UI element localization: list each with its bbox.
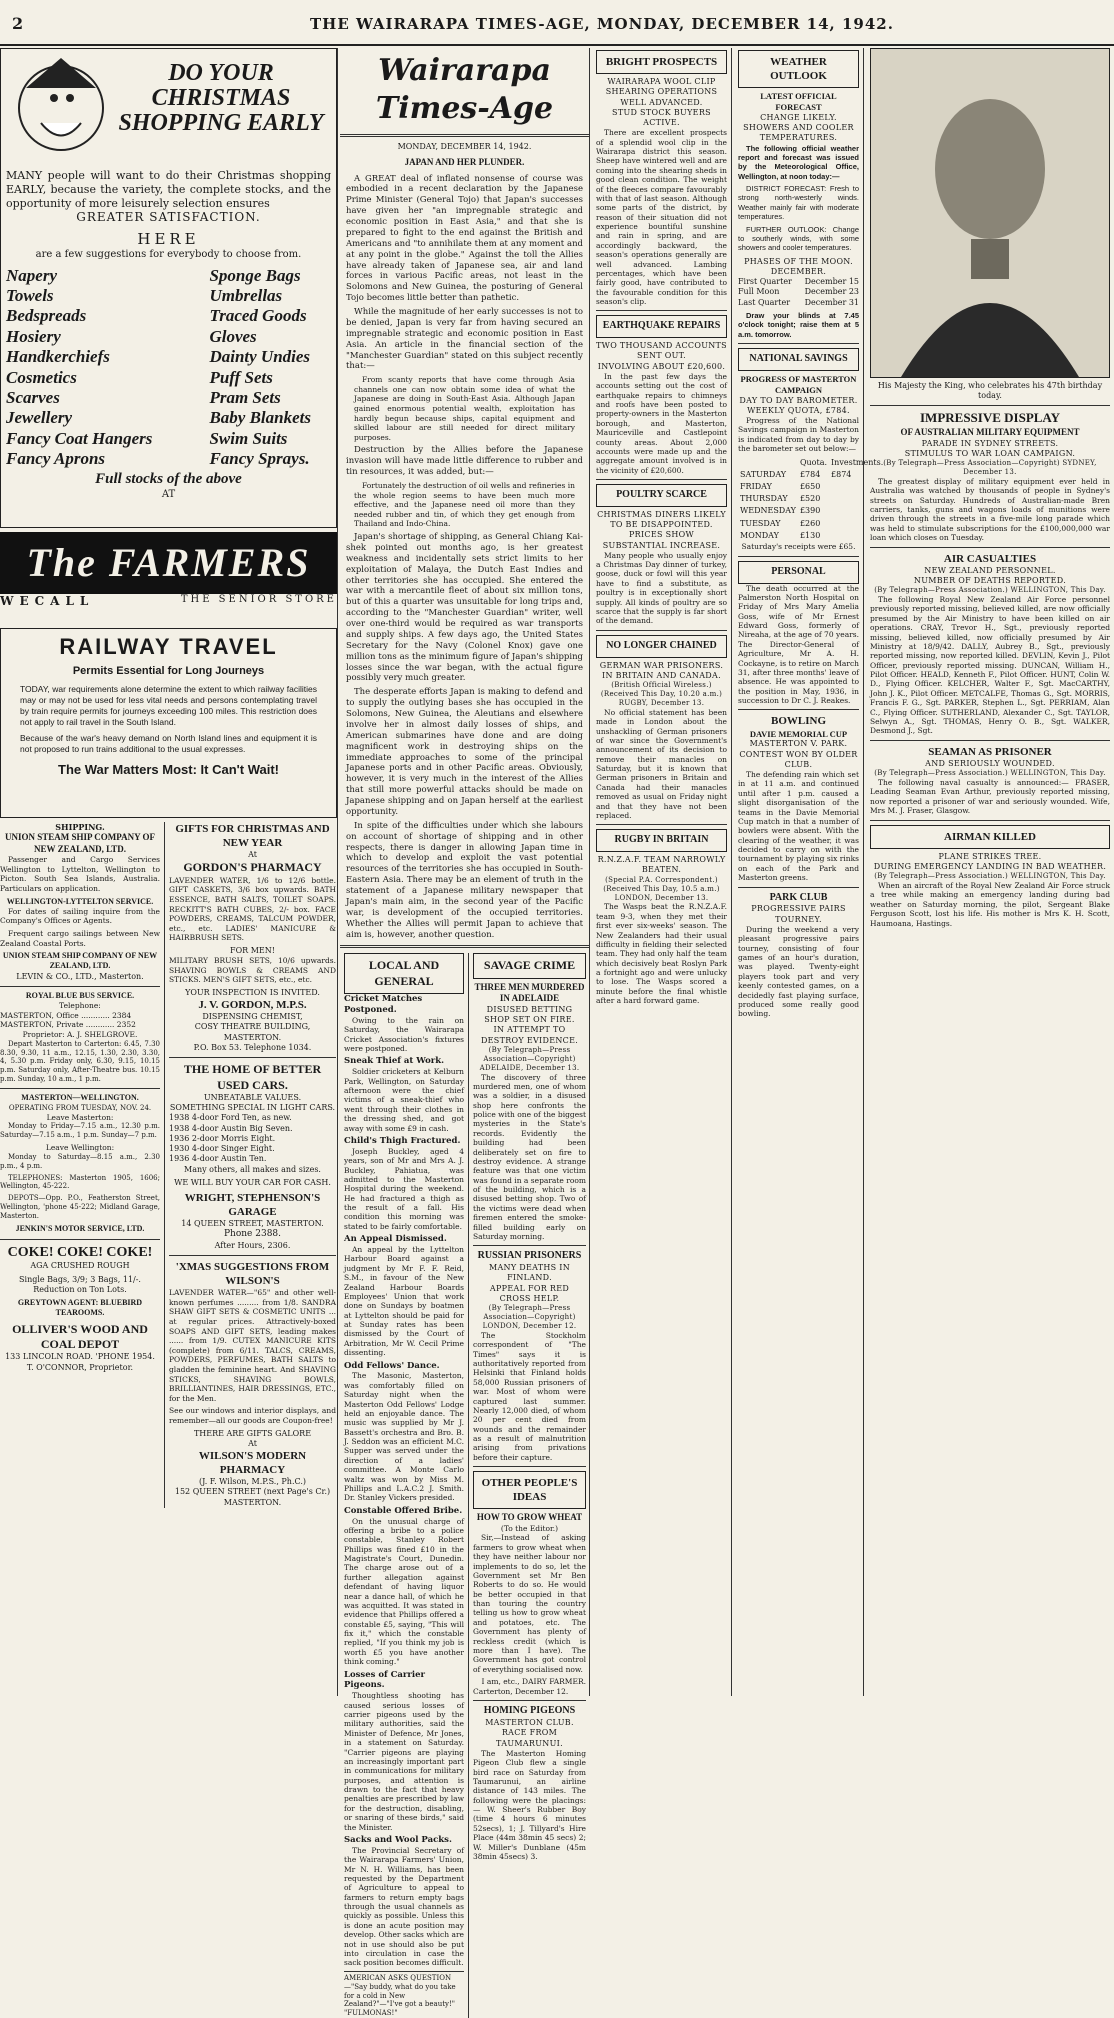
news-column-4 (734, 48, 884, 1696)
gordons-contact: P.O. Box 53. Telephone 1034. (193, 1042, 312, 1052)
bowling-sub2: MASTERTON V. PARK. (749, 739, 848, 749)
king-portrait-icon (871, 49, 1109, 377)
moon-phases (738, 277, 859, 308)
bright-body: There are excellent prospects of a splendid wool clip in the Wairarapa district this season. Sheep have wintered well and are coming into the shearing sheds in good clean condition. The weight of the fleeces compare favourably with that of last season. Although some parts of the district, by reason of their situation did not experience bountiful sunshine and rain in spring, and are accordingly backward, the season's operations generally are well advanced. Lambing percentages, which have been fairly good, have contributed to the favourable condition for this season's clip. (596, 128, 727, 306)
bus-proprietor: Proprietor: A. J. SHELGROVE. (22, 1029, 138, 1039)
christmas-item: Baby Blankets (209, 408, 311, 428)
impressive-sub2: PARADE IN SYDNEY STREETS. (921, 438, 1059, 448)
weather-further: FURTHER OUTLOOK: Change to southerly winds, with some showers and cooler temperatures. (738, 224, 859, 253)
personal-title: PERSONAL (738, 561, 859, 584)
mwr-title: MASTERTON—WELLINGTON. (21, 1093, 139, 1103)
chained-title: NO LONGER CHAINED (596, 635, 727, 658)
coke-greytown: GREYTOWN AGENT: BLUEBIRD TEAROOMS. (17, 1298, 143, 1318)
savings-row (738, 469, 885, 481)
jenkins: JENKIN'S MOTOR SERVICE, LTD. (15, 1224, 145, 1234)
local-items (344, 994, 464, 1968)
others-headline: HOW TO GROW WHEAT (476, 1512, 583, 1523)
mwr-times: Monday to Friday—7.15 a.m., 12.30 p.m. Saturday—7.15 a.m., 1 p.m. Sunday—7 p.m. (0, 1122, 160, 1140)
lower-editorial (340, 953, 589, 2018)
local-item-body: Thoughtless shooting has caused serious losses of carrier pigeons used by the military authorities, said the Minister of Defence, Mr Jones, in a statement on Saturday. "Carrier pigeons are playing an increasingly important part in communications for military purposes, and attention is drawn to the fact that heavy penalties are prescribed by law for the destruction, disabling, or snaring of these birds," said the Minister. (344, 1691, 464, 1832)
pigeons-sub1: MASTERTON CLUB. (485, 1718, 574, 1728)
bus-office: MASTERTON, Office ............ 2384 (0, 1010, 132, 1020)
poultry-body: Many people who usually enjoy a Christmas Day dinner of turkey, goose, duck or fowl will this year have to find a substitute, as poultry is in exceptionally short supply. All kinds of poultry are so scarce that the supply is far short of the demand. (596, 550, 727, 626)
local-item-head: Child's Thigh Fractured. (344, 1135, 461, 1146)
editorial-body (340, 174, 589, 941)
airman-sub2: DURING EMERGENCY LANDING IN BAD WEATHER. (873, 861, 1107, 871)
coke-title: COKE! COKE! COKE! (7, 1244, 153, 1260)
seaman-body: The following naval casualty is announced:— FRASER, Leading Seaman Evan Arthur, previously reported missing, now reported a prisoner of war and seriously wounded. Wife, Mrs M. J. Fraser, Glasgow. (870, 778, 1110, 816)
savings-quota: WEEKLY QUOTA, £784. (747, 405, 850, 415)
local-item-body: Owing to the rain on Saturday, the Wairarapa Cricket Association's fixtures were postponed. (344, 1015, 464, 1053)
news-column-5 (866, 48, 1114, 1696)
rugby-body: The Wasps beat the R.N.Z.A.F. team 9-3, when they met their first ever six-weeks' season. The New Zealanders had their usual difficulty in fielding their selected team. They had only half the team which decisively beat Roslyn Park a fortnight ago and were unlucky to lose. The Wasps scored a minute before the final whistle after a hard forward game. (596, 902, 727, 1006)
local-item-body: The Masonic, Masterton, was comfortably filled on Saturday night when the Masterton Odd Fellows' Lodge held an enjoyable dance. The music was supplied by Mr J. Bassett's orchestra and Bro. B. J. Seddon was an efficient M.C. Supper was served under the direction of a ladies' committee. A Monte Carlo waltz was won by Miss M. Phillips and L.A.C.2 J. Smith. Dr. Stanley Vickers presided. (344, 1371, 464, 1503)
railway-slogan: The War Matters Most: It Can't Wait! (58, 762, 279, 778)
gordons-at: At (248, 850, 257, 860)
wilsons-galore: THERE ARE GIFTS GALORE (193, 1428, 312, 1438)
airman-credit: (By Telegraph—Press Association.) WELLINGTON, This Day. (874, 872, 1106, 881)
ads-column (0, 48, 338, 1696)
page-number: 2 (12, 14, 24, 33)
farmers-sub: WECALL (0, 594, 95, 608)
savings-row (738, 530, 885, 542)
airman-title: AIRMAN KILLED (870, 825, 1110, 849)
christmas-art (6, 53, 331, 163)
impressive-sub1: OF AUSTRALIAN MILITARY EQUIPMENT (900, 427, 1080, 438)
local-item-head: Sacks and Wool Packs. (344, 1834, 452, 1845)
shipping-company: UNION STEAM SHIP COMPANY OF NEW ZEALAND, LTD. (4, 832, 155, 854)
local-ad-footer: AMERICAN ASKS QUESTION—"Say buddy, what do you take for a cold in New Zealand?"—"I've got a beauty!" "FULMONAS!" (344, 1971, 464, 2018)
wilsons-owner: (J. F. Wilson, M.P.S., Ph.C.) (199, 1477, 306, 1487)
airman-body: When an aircraft of the Royal New Zealand Air Force struck a tree while making an emergency landing during bad weather on Saturday morning, the pilot, Sergeant Blake Ferguson Scott, lost his life. His mother is Mrs K. H. Scott, Haumoana, Hastings. (870, 881, 1110, 928)
coke-address: 133 LINCOLN ROAD. 'PHONE 1954. (5, 1352, 155, 1362)
chained-body: No official statement has been made in London about the unshackling of German prisoners of war since the Government's announcement of its decision to remove their manacles on Saturday, but it is known that German prisoners in Britain and Canada had their manacles removed as usual on Friday night and that they have not been replaced. (596, 707, 727, 820)
russian-sub2: APPEAL FOR RED CROSS HELP. (489, 1283, 570, 1303)
shipping-agents: UNION STEAM SHIP COMPANY OF NEW ZEALAND, LTD. (2, 951, 158, 971)
christmas-intro: MANY people will want to do their Christmas shopping EARLY, because the variety, the complete stocks, and the opportunity of more leisurely selection ensures (6, 169, 331, 210)
russian-title: RUSSIAN PRISONERS (477, 1250, 582, 1262)
christmas-item: Bedspreads (6, 306, 87, 326)
parkclub-body: During the weekend a very pleasant progressive pairs tourney, consisting of four games of an hour's duration, was played. Twenty-eight players took part and very keenly contested games, on a decidedly fast playing surface, produced some really good bowling. (738, 924, 859, 1019)
savings-body: Progress of the National Savings campaign in Masterton is indicated from day to day by the barometer set out below:— (738, 416, 859, 454)
moon-phase-row (738, 287, 859, 297)
pigeons-title: HOMING PIGEONS (483, 1705, 576, 1717)
gordons-owner: J. V. GORDON, M.P.S. (198, 999, 307, 1012)
wilsons-name: WILSON'S MODERN PHARMACY (198, 1450, 307, 1477)
russian-credit: (By Telegraph—Press Association—Copyright) LONDON, December 12. (482, 1304, 577, 1330)
christmas-item: Fancy Sprays. (209, 449, 310, 469)
christmas-items-left (6, 266, 152, 470)
chained-sub1: GERMAN WAR PRISONERS. (599, 660, 724, 670)
savage-credit: (By Telegraph—Press Association—Copyright) ADELAIDE, December 13. (479, 1045, 580, 1072)
local-item-body: On the unusual charge of offering a bribe to a police constable, Stanley Robert Phillips was fined £10 in the Magistrate's Court, Dunedin. The charge arose out of a further allegation against defendant of having liquor near a dance hall, of which he was acquitted. It was stated in evidence that Phillips offered a constable £5, saying, "This will fix it," which the constable replied, "If you think my job is worth £5 you have another think coming." (344, 1516, 464, 1667)
savage-headline: THREE MEN MURDERED IN ADELAIDE (474, 981, 585, 1004)
seaman-sub1: AND SERIOUSLY WOUNDED. (925, 758, 1055, 768)
christmas-item: Sponge Bags (209, 265, 301, 285)
farmers-tag: THE SENIOR STORE (180, 594, 337, 605)
others-to-editor: (To the Editor.) (500, 1523, 559, 1533)
car-item: 1930 4-door Singer Eight. (169, 1144, 275, 1154)
local-item-head: Sneak Thief at Work. (344, 1056, 445, 1067)
king-photo (870, 48, 1110, 378)
cars-something: SOMETHING SPECIAL IN LIGHT CARS. (169, 1103, 336, 1113)
others-body: Sir,—Instead of asking farmers to grow wheat when they have neither labour nor implements to do so, let the Government set Mr Ben Roberts to do so. He would be better occupied in that than touring the country telling us how to grow wheat and potatoes, etc. The Government has plenty of reckless credit (which is more than I have). The Government has got control of everything socialised now. (473, 1533, 586, 1674)
savings-table (738, 457, 885, 543)
local-item-head: Cricket Matches Postponed. (344, 994, 423, 1015)
local-title: LOCAL AND GENERAL (344, 953, 464, 994)
car-item: 1938 4-door Ford Ten, as new. (169, 1113, 292, 1123)
christmas-item: Swim Suits (209, 428, 288, 448)
gordons-invited: YOUR INSPECTION IS INVITED. (185, 987, 320, 997)
rugby-sub1: R.N.Z.A.F. TEAM NARROWLY BEATEN. (597, 855, 726, 875)
local-item-head: An Appeal Dismissed. (344, 1234, 447, 1245)
poultry-sub1: CHRISTMAS DINERS LIKELY TO BE DISAPPOINTED. (597, 509, 726, 530)
cars-address: 14 QUEEN STREET, MASTERTON. (181, 1219, 324, 1229)
poultry-title: POULTRY SCARCE (596, 484, 727, 507)
rugby-credit: (Special P.A. Correspondent.) (Received This Day, 10.5 a.m.) LONDON, December 13. (603, 875, 720, 902)
parkclub-title: PARK CLUB (769, 891, 828, 903)
savings-row (738, 505, 885, 517)
shipping-sailings: For dates of sailing inquire from the Company's Offices or Agents. (0, 906, 160, 926)
moon-title: PHASES OF THE MOON. (744, 256, 853, 266)
christmas-item: Hosiery (6, 326, 61, 346)
moon-phase-row (738, 298, 859, 308)
gordons-name: GORDON'S PHARMACY (183, 860, 322, 875)
savings-row (738, 493, 885, 505)
savings-col-quota: Quota. (799, 457, 828, 467)
car-item: 1936 4-door Austin Ten. (169, 1154, 267, 1164)
local-item-body: An appeal by the Lyttelton Harbour Board against a judgment by Mr F. F. Reid, S.M., in favour of the New Zealand Harbour Boards Employees' Union that work done on Sundays by boatmen at Lyttelton should be paid for at Sunday rates has been dismissed by the Court of Arbitration, Mr W. Cecil Prime dissenting. (344, 1245, 464, 1358)
seaman-title: SEAMAN AS PRISONER (928, 745, 1052, 758)
christmas-at: AT (161, 488, 176, 500)
cars-list (169, 1113, 336, 1164)
others-title: OTHER PEOPLE'S IDEAS (473, 1471, 586, 1509)
christmas-item: Scarves (6, 387, 60, 407)
savings-day: SATURDAY (740, 469, 787, 479)
christmas-item: Jewellery (6, 408, 73, 428)
savage-title: SAVAGE CRIME (473, 953, 586, 978)
coke-proprietor: T. O'CONNOR, Proprietor. (26, 1362, 134, 1372)
farmers-name: The FARMERS (0, 532, 337, 594)
savings-quota-cell: £390 (799, 506, 821, 516)
wilsons-address: 152 QUEEN STREET (next Page's Cr.) (174, 1487, 331, 1497)
mwr-leave-wellington: Leave Wellington: (45, 1143, 115, 1153)
others-date: Carterton, December 12. (473, 1686, 569, 1696)
small-ads-left (0, 822, 160, 1508)
cars-garage: WRIGHT, STEPHENSON'S GARAGE (184, 1192, 321, 1219)
gordons-for-men: FOR MEN! (230, 945, 275, 955)
earthquake-sub2: INVOLVING ABOUT £20,600. (597, 361, 726, 371)
christmas-item: Traced Goods (209, 306, 307, 326)
small-ads-right (164, 822, 336, 1508)
christmas-items-right (209, 266, 331, 470)
savings-quota-cell: £520 (799, 494, 821, 504)
shipping-route: WELLINGTON-LYTTELTON SERVICE. (6, 896, 154, 906)
local-general (340, 953, 464, 2018)
russian-sub1: MANY DEATHS IN FINLAND. (488, 1263, 571, 1283)
impressive-title: IMPRESSIVE DISPLAY (919, 410, 1061, 426)
coke-types: AGA CRUSHED ROUGH (30, 1261, 130, 1271)
shipping-label: SHIPPING. (55, 822, 105, 832)
shipping-levin: LEVIN & CO., LTD., Masterton. (16, 971, 144, 981)
earthquake-title: EARTHQUAKE REPAIRS (596, 315, 727, 338)
editorial-paragraph: Fortunately the destruction of oil wells and refineries in the whole region seems to have been much more effective, and the Japanese need oil more than they needed rubber and tin, of which they get enough from Thailand and Indo-China. (354, 481, 575, 529)
weather-sub2: CHANGE LIKELY. (760, 112, 837, 122)
savings-row (738, 518, 885, 530)
bright-sub3: STUD STOCK BUYERS ACTIVE. (612, 107, 711, 128)
weather-body: The following official weather report and forecast was issued by the Meteorological Office, Wellington, at noon today:— (738, 143, 859, 181)
mwr-sub: OPERATING FROM TUESDAY, NOV. 24. (8, 1103, 152, 1112)
local-item-head: Constable Offered Bribe. (344, 1505, 463, 1516)
christmas-item: Fancy Aprons (6, 449, 106, 469)
running-head: THE WAIRARAPA TIMES-AGE, MONDAY, DECEMBER 14, 1942. (310, 15, 894, 33)
moon-phase-name: First Quarter (738, 277, 792, 287)
small-ads-area (0, 822, 337, 1508)
christmas-item: Dainty Undies (209, 347, 311, 367)
mwr-depots: DEPOTS—Opp. P.O., Featherston Street, Wellington, 'phone 45-222; Midland Garage, Masterton. (0, 1194, 160, 1221)
savage-sub1: DISUSED BETTING SHOP SET ON FIRE. (484, 1004, 575, 1025)
chained-credit: (British Official Wireless.) (Received This Day, 10.20 a.m.) RUGBY, December 13. (600, 681, 723, 707)
gordons-body: LAVENDER WATER, 1/6 to 12/6 bottle. GIFT CASKETS, 3/6 box upwards. BATH ESSENCE, BATH SALTS, TOILET SOAPS. RECKITT'S BATH CUBES, 2/- box. FACE POWDERS, CREAMS, TALCUM POWDER, etc., etc. LADIES' MANICURE & HAIRBRUSH SETS. (169, 875, 336, 943)
savings-col-invest: Investments. (831, 457, 884, 467)
rugby-title: RUGBY IN BRITAIN (596, 829, 727, 852)
bowling-sub1: DAVIE MEMORIAL CUP (749, 728, 848, 739)
railway-body-2: Because of the war's heavy demand on North Island lines and equipment it is not proposed to run trains additional to the usual expresses. (20, 732, 317, 754)
savings-sub1: PROGRESS OF MASTERTON CAMPAIGN (740, 373, 857, 395)
bus-title: ROYAL BLUE BUS SERVICE. (25, 990, 135, 1000)
cars-phone: Phone 2388. (223, 1229, 282, 1240)
wilsons-displays: See our windows and interior displays, and remember—all our goods are Coupon-free! (169, 1406, 336, 1426)
bowling-title: BOWLING (770, 715, 826, 728)
moon-phase-date: December 15 (804, 277, 859, 287)
editorial-paragraph: Japan's shortage of shipping, as General Chiang Kai-shek pointed out months ago, is her greatest weakness and incidentally sets strict limits to her exploitation of Malaya, the Dutch East Indies and other territories she has occupied. She entered the war with a mercantile fleet of about six million tons, but of this a quarter was unsuitable for long trips and, according to the "Manchester Guardian" writer, well over one-third would be required as war transports and supply ships. A few days ago, the United States Secretary for the Navy (Colonel Knox) gave one million tons as the minimum figure of Japan's shipping losses since the war began, with the actual figure possibly very much greater. (346, 532, 583, 684)
page-header (0, 0, 1114, 46)
personal-body: The death occurred at the Palmerston North Hospital on Friday of Mrs Mary Amelia Goss, wife of Mr Ernest Edward Goss, formerly of Nireaha, at the age of 70 years. The Director-General of Agriculture, Mr A. H. Cockayne, is to retire on March 31, after three months' leave of absence. He was appointed to the position in May, 1936, in succession to Dr C. J. Reakes. (738, 583, 859, 706)
farmers-logo (0, 532, 337, 624)
bright-title: BRIGHT PROSPECTS (596, 50, 727, 74)
editorial-column (340, 48, 590, 2018)
christmas-item: Pram Sets (209, 387, 281, 407)
savings-receipts: Saturday's receipts were £65. (741, 542, 856, 552)
savings-day: MONDAY (740, 530, 779, 540)
christmas-art-text: DO YOUR CHRISTMAS SHOPPING EARLY (118, 60, 324, 137)
local-item-head: Losses of Carrier Pigeons. (344, 1669, 425, 1691)
savage-column (468, 953, 586, 2018)
seaman-credit: (By Telegraph—Press Association.) WELLINGTON, This Day. (874, 769, 1106, 778)
parkclub-sub1: PROGRESSIVE PAIRS TOURNEY. (751, 904, 846, 924)
gordons-men-body: MILITARY BRUSH SETS, 10/6 upwards. SHAVING BOWLS & CREAMS AND STICKS. MEN'S GIFT SETS, etc., etc. (169, 956, 336, 985)
bus-telephone: Telephone: (59, 1001, 101, 1011)
christmas-item: Towels (6, 285, 54, 305)
moon-phase-date: December 23 (804, 287, 859, 297)
christmas-item: Napery (6, 265, 57, 285)
pigeons-sub2: RACE FROM TAUMARUNUI. (496, 1728, 563, 1748)
weather-blinds: Draw your blinds at 7.45 o'clock tonight; raise them at 5 a.m. tomorrow. (738, 310, 859, 339)
russian-body: The Stockholm correspondent of "The Times" says it is authoritatively reported from Helsinki that Finland holds 58,000 Russian prisoners of war. Most of whom were captured last summer. Nearly 12,000 died, of whom 20 per cent died from wounds and the remainder as a result of malnutrition arising from privations before their capture. (473, 1330, 586, 1462)
bowling-sub3: CONTEST WON BY OLDER CLUB. (739, 749, 858, 769)
editorial-paragraph: A GREAT deal of inflated nonsense of course was embodied in a recent declaration by the Japanese Prime Minister (General Tojo) that Japan's successes have given her "an impregnable strategic and economic position in East Asia," and that she is prepared to fight to the end against the British and Americans and "to annihilate them at any moment and at any point in the globe." Against the toll the Allies have already taken of Japanese sea, air and land forces in various Pacific areas, not least in the Solomons and New Guinea, the posturing of General Tojo becomes little better than pathetic. (346, 173, 583, 304)
weather-sub3: SHOWERS AND COOLER TEMPERATURES. (743, 123, 854, 143)
cars-many: Many others, all makes and sizes. (184, 1164, 321, 1174)
moon-phase-row (738, 277, 859, 287)
local-item-body: The Provincial Secretary of the Wairarapa Farmers' Union, Mr N. H. Williams, has been requested by the Department of Agriculture to appeal to farmers to return empty bags through the usual channels as quickly as possible. Unless this is done an acute position may develop. Other sacks which are not in use should also be put into circulation in case the sack position becomes difficult. (344, 1845, 464, 1968)
wilsons-title: 'XMAS SUGGESTIONS FROM WILSON'S (175, 1261, 330, 1288)
savings-quota-cell: £130 (799, 530, 821, 540)
christmas-suggestions: are a few suggestions for everybody to choose from. (35, 248, 302, 260)
car-item: 1938 4-door Austin Big Seven. (169, 1123, 293, 1133)
wilsons-body: LAVENDER WATER—"65" and other well-known perfumes ......... from 1/8. SANDRA SHAW GIFT SETS & COSMETIC UNITS ... at regular prices. Attractively-boxed SOAPS AND GIFT SETS, leading makes ...... from 1/9. CUTEX MANICURE KITS (complete) from 6/11. TALCS, CREAMS, POWDERS, PERFUMES, BATH SALTS to gladden the feminine heart. And SHAVING STICKS, SHAVING BOWLS, BRILLIANTINES, HAIR DRESSINGS, ETC., for the Men. (169, 1288, 336, 1403)
coke-reduction: Reduction on Ton Lots. (33, 1284, 127, 1294)
railway-ad (0, 628, 337, 818)
editorial-paragraph: The desperate efforts Japan is making to defend and to supply the outlying bases she has occupied in the Solomons, New Guinea, the Aleutians and elsewhere involve her in almost daily losses of ships, and American submarines have done and are doing magnificent work in destroying ships on the immediate approaches to some of the principal Japanese ports and in other Pacific areas. Obviously, however, it is very much in the interest of the Allies that still more powerful attacks should be made on Japanese shipping and on Japan herself at the earliest opportunity. (346, 687, 583, 817)
christmas-item: Gloves (209, 326, 257, 346)
weather-sub1: LATEST OFFICIAL FORECAST (760, 91, 837, 113)
casualties-sub1: NEW ZEALAND PERSONNEL. (924, 565, 1056, 575)
railway-subtitle: Permits Essential for Long Journeys (72, 665, 265, 678)
bus-timetable: Depart Masterton to Carterton: 6.45, 7.30 8.30, 9.30, 11 a.m., 12.15, 1.30, 2.30, 3.30, 4, 5.30 p.m. Friday only, 6.30, 9.15, 10.15 p.m. Saturday only, After-Theatre bus. 10.15 p.m. Sunday, 10 a.m., 1 p.m. (0, 1039, 160, 1084)
savings-day: TUESDAY (740, 518, 781, 528)
casualties-body: The following Royal New Zealand Air Force personnel previously reported missing, believed killed, are now officially presumed by the Air Ministry to have been killed on air operations. CRAY, Trevor H., Sgt., previously reported missing, believed killed, now officially presumed by Air Ministry at 18/9/42. DALLY, Aubrey B., Sgt., previously reported missing, now reported killed. DEVLIN, Kevin J., Pilot Officer, previously reported missing. DUNCAN, William H., Pilot Officer. HEALD, Kenneth F., Pilot Officer. HUNT, Colin W. D., Flying Officer. KELCHER, Walter F., Sgt. MacCARTHY, John J. K., Pilot Officer. METCALFE, Thomas G., Sgt. MORRIS, Francis F. G., Sgt. PARKER, Stephen L., Sgt. PERRIAM, Alan C., Flying Officer. SUTHERLAND, Alexander C., Sgt. TAYLOR, Selwyn A., Sgt. THOMAS, Henry O. B., Sgt. WALKER, Desmond J., Sgt. (870, 595, 1110, 736)
savings-quota-cell: £260 (799, 518, 821, 528)
shipping-services: Passenger and Cargo Services Wellington to Lyttelton, Wellington to Picton. South Sea Islands, Australia. Particulars on application. (0, 855, 160, 894)
bowling-body: The defending rain which set in at 11 a.m. and continued until after 1 p.m. caused a slight disorganisation of the teams in the Davie Memorial Cup match in that a number of bowlers were absent. With the clearing of the weather, it was decided to carry on with the tournament by playing six rinks on each of the Park and Masterton greens. (738, 770, 859, 883)
savings-day: THURSDAY (740, 494, 788, 504)
pigeons-body: The Masterton Homing Pigeon Club flew a single bird race on Saturday from Taumarunui, an airline distance of 143 miles. The following were the placings:— W. Sheer's Rubber Boy (time 4 hours 6 minutes 52secs), 1; J. Tillyard's Hire Place (44m 38min 45 secs) 2; W. Miller's Dunblane (45m 38min 45secs) 3. (473, 1748, 586, 1861)
poultry-sub2: PRICES SHOW SUBSTANTIAL INCREASE. (602, 530, 721, 550)
editorial-headline: JAPAN AND HER PLUNDER. (404, 157, 525, 168)
christmas-satisfaction: GREATER SATISFACTION. (76, 210, 261, 225)
christmas-items (6, 266, 331, 470)
mwr-telephones: TELEPHONES: Masterton 1905, 1606; Wellington, 45-222. (0, 1173, 160, 1191)
cars-after: After Hours, 2306. (214, 1240, 291, 1250)
savings-sub2: DAY TO DAY BAROMETER. (739, 395, 858, 405)
local-item-head: Odd Fellows' Dance. (344, 1360, 440, 1371)
gordons-title: GIFTS FOR CHRISTMAS AND NEW YEAR (175, 823, 330, 850)
bright-sub1: WAIRARAPA WOOL CLIP (607, 77, 716, 87)
weather-title: WEATHER OUTLOOK (738, 50, 859, 88)
wilsons-town: MASTERTON. (223, 1497, 282, 1507)
editorial-paragraph: While the magnitude of her early successes is not to be denied, Japan is very far from having secured an impregnable strategic and economic position in East Asia. An article in the financial section of the "Manchester Guardian" stated on this subject recently that:— (346, 307, 583, 372)
airman-sub1: PLANE STRIKES TREE. (938, 851, 1042, 861)
coke-prices: Single Bags, 3/9; 3 Bags, 11/-. (19, 1274, 141, 1284)
editorial-paragraph: In spite of the difficulties under which she labours on account of shortage of shipping and in other respects, there is danger in allowing Japan time in which to develop and exploit the vast potential resources of the territories she has occupied in South-Eastern Asia. There may be an element of truth in the statement of a Japanese military newspaper that Japan's main aim, in the second year of the Pacific war, is development of the occupied territories. Whether the Allies will permit Japan to achieve that aim is, however, another question. (346, 820, 583, 940)
mwr-leave-masterton: Leave Masterton: (46, 1112, 114, 1122)
others-signature: I am, etc., DAIRY FARMER. (481, 1677, 586, 1687)
christmas-item: Fancy Coat Hangers (6, 428, 153, 448)
wilsons-at: At (248, 1438, 257, 1448)
impressive-credit: (By Telegraph—Press Association—Copyright) SYDNEY, December 13. (883, 459, 1097, 477)
christmas-item: Handkerchiefs (6, 347, 110, 367)
local-item-body: Joseph Buckley, aged 4 years, son of Mr and Mrs A. J. Buckley, Pahiatua, was admitted to the Masterton Hospital during the weekend. He had fractured a thigh as the result of a fall. His condition this morning was stated to be fairly comfortable. (344, 1146, 464, 1231)
impressive-body: The greatest display of military equipment ever held in Australia was watched by thousands of people in Sydney's streets on Saturday. Hundreds of Australian-made Bren carriers, tanks, guns and wagons loads of munitions were driven through the streets in a five-mile long parade which was held to stimulate subscriptions for the £100,000,000 war loan which closes on Tuesday. (870, 476, 1110, 543)
moon-phase-name: Last Quarter (738, 297, 791, 307)
cars-buy: WE WILL BUY YOUR CAR FOR CASH. (174, 1177, 331, 1187)
king-caption: His Majesty the King, who celebrates his 47th birthday today. (877, 381, 1103, 401)
savings-quota-cell: £650 (799, 482, 821, 492)
gordons-dispensing: DISPENSING CHEMIST, (202, 1012, 303, 1022)
earthquake-sub1: TWO THOUSAND ACCOUNTS SENT OUT. (596, 341, 727, 361)
moon-phase-date: December 31 (804, 297, 859, 307)
cars-title: THE HOME OF BETTER USED CARS. (183, 1062, 322, 1092)
cars-values: UNBEATABLE VALUES. (203, 1092, 302, 1102)
gordons-location: COSY THEATRE BUILDING, MASTERTON. (194, 1022, 311, 1042)
masthead-title: Wairarapa Times-Age (375, 53, 554, 127)
casualties-credit: (By Telegraph—Press Association.) WELLINGTON, This Day. (874, 586, 1106, 595)
news-column-3 (592, 48, 732, 1696)
mwr-times-2: Monday to Saturday—8.15 a.m., 2.30 p.m., 4 p.m. (0, 1152, 160, 1170)
christmas-item: Cosmetics (6, 367, 77, 387)
car-item: 1936 2-door Morris Eight. (169, 1133, 276, 1143)
christmas-here: HERE (137, 229, 200, 248)
local-item-body: Soldier cricketers at Kelburn Park, Wellington, on Saturday afternoon were the chief victims of a sneak-thief who went through their clothes in the dressing shed, and got away with some £9 in cash. (344, 1067, 464, 1133)
chained-sub2: IN BRITAIN AND CANADA. (602, 670, 721, 680)
shipping-frequent: Frequent cargo sailings between New Zealand Coastal Ports. (0, 929, 160, 948)
savings-day: WEDNESDAY (740, 506, 796, 516)
christmas-item: Puff Sets (209, 367, 273, 387)
railway-title: RAILWAY TRAVEL (59, 634, 278, 659)
editorial-paragraph: From scanty reports that have come through Asia channels one can now obtain some idea of what the Japanese are doing in South-East Asia. Although Japan gained enormous potential wealth, exploitation has hardly begun because ships, capital equipment and skilled labour are still needed for direct military purposes. (354, 375, 575, 442)
coke-company: OLLIVER'S WOOD AND COAL DEPOT (12, 1321, 148, 1351)
moon-month: DECEMBER. (770, 266, 827, 276)
railway-body: TODAY, war requirements alone determine the extent to which railway facilities may or may not be used for less vital needs and persons contemplating travel by train require permits for journeys exceeding 100 miles. This restriction does not apply to rail travel in the South Island. (20, 684, 317, 727)
impressive-sub3: STIMULUS TO WAR LOAN CAMPAIGN. (904, 448, 1076, 458)
savings-title: NATIONAL SAVINGS (738, 348, 859, 371)
christmas-full-stocks: Full stocks of the above (95, 470, 242, 487)
editorial-paragraph: Destruction by the Allies before the Japanese invasion will have made little difference to rubber and tin resources, it was added, but:— (346, 445, 583, 478)
savage-body: The discovery of three murdered men, one of whom was a soldier, in a disused shop here confronts the police with one of the biggest mysteries in the State's records. Evidently the building had been deliberately set on fire to destroy evidence. A strange feature was that one victim was found in a separate room of the building, which is a disused betting shop. Two of the victims were dead when firemen entered the smoke-filled building early on Saturday morning. (473, 1072, 586, 1241)
savage-sub2: IN ATTEMPT TO DESTROY EVIDENCE. (480, 1025, 579, 1045)
casualties-title: AIR CASUALTIES (943, 552, 1037, 565)
editorial-dateline: MONDAY, DECEMBER 14, 1942. (397, 141, 532, 151)
savings-day: FRIDAY (740, 482, 772, 492)
bright-sub2: SHEARING OPERATIONS WELL ADVANCED. (605, 87, 718, 107)
savings-invest-cell: £874 (831, 469, 852, 479)
christmas-ad (0, 48, 337, 528)
christmas-item: Umbrellas (209, 285, 283, 305)
bus-private: MASTERTON, Private ............ 2352 (0, 1020, 136, 1030)
earthquake-body: In the past few days the accounts setting out the cost of earthquake repairs to chimneys and roofs have been posted to property-owners in the Masterton borough, and Masterton, Mauriceville and Castlepoint county areas. About 2,000 accounts were made up and the aggregate amount involved is in the vicinity of £20,600. (596, 371, 727, 475)
moon-phase-name: Full Moon (738, 287, 780, 297)
weather-district: DISTRICT FORECAST: Fresh to strong north-westerly winds. Weather mainly fair with moderate temperatures. (738, 184, 859, 222)
casualties-sub2: NUMBER OF DEATHS REPORTED. (913, 575, 1067, 585)
savings-quota-cell: £784 (799, 469, 821, 479)
savings-row (738, 481, 885, 493)
